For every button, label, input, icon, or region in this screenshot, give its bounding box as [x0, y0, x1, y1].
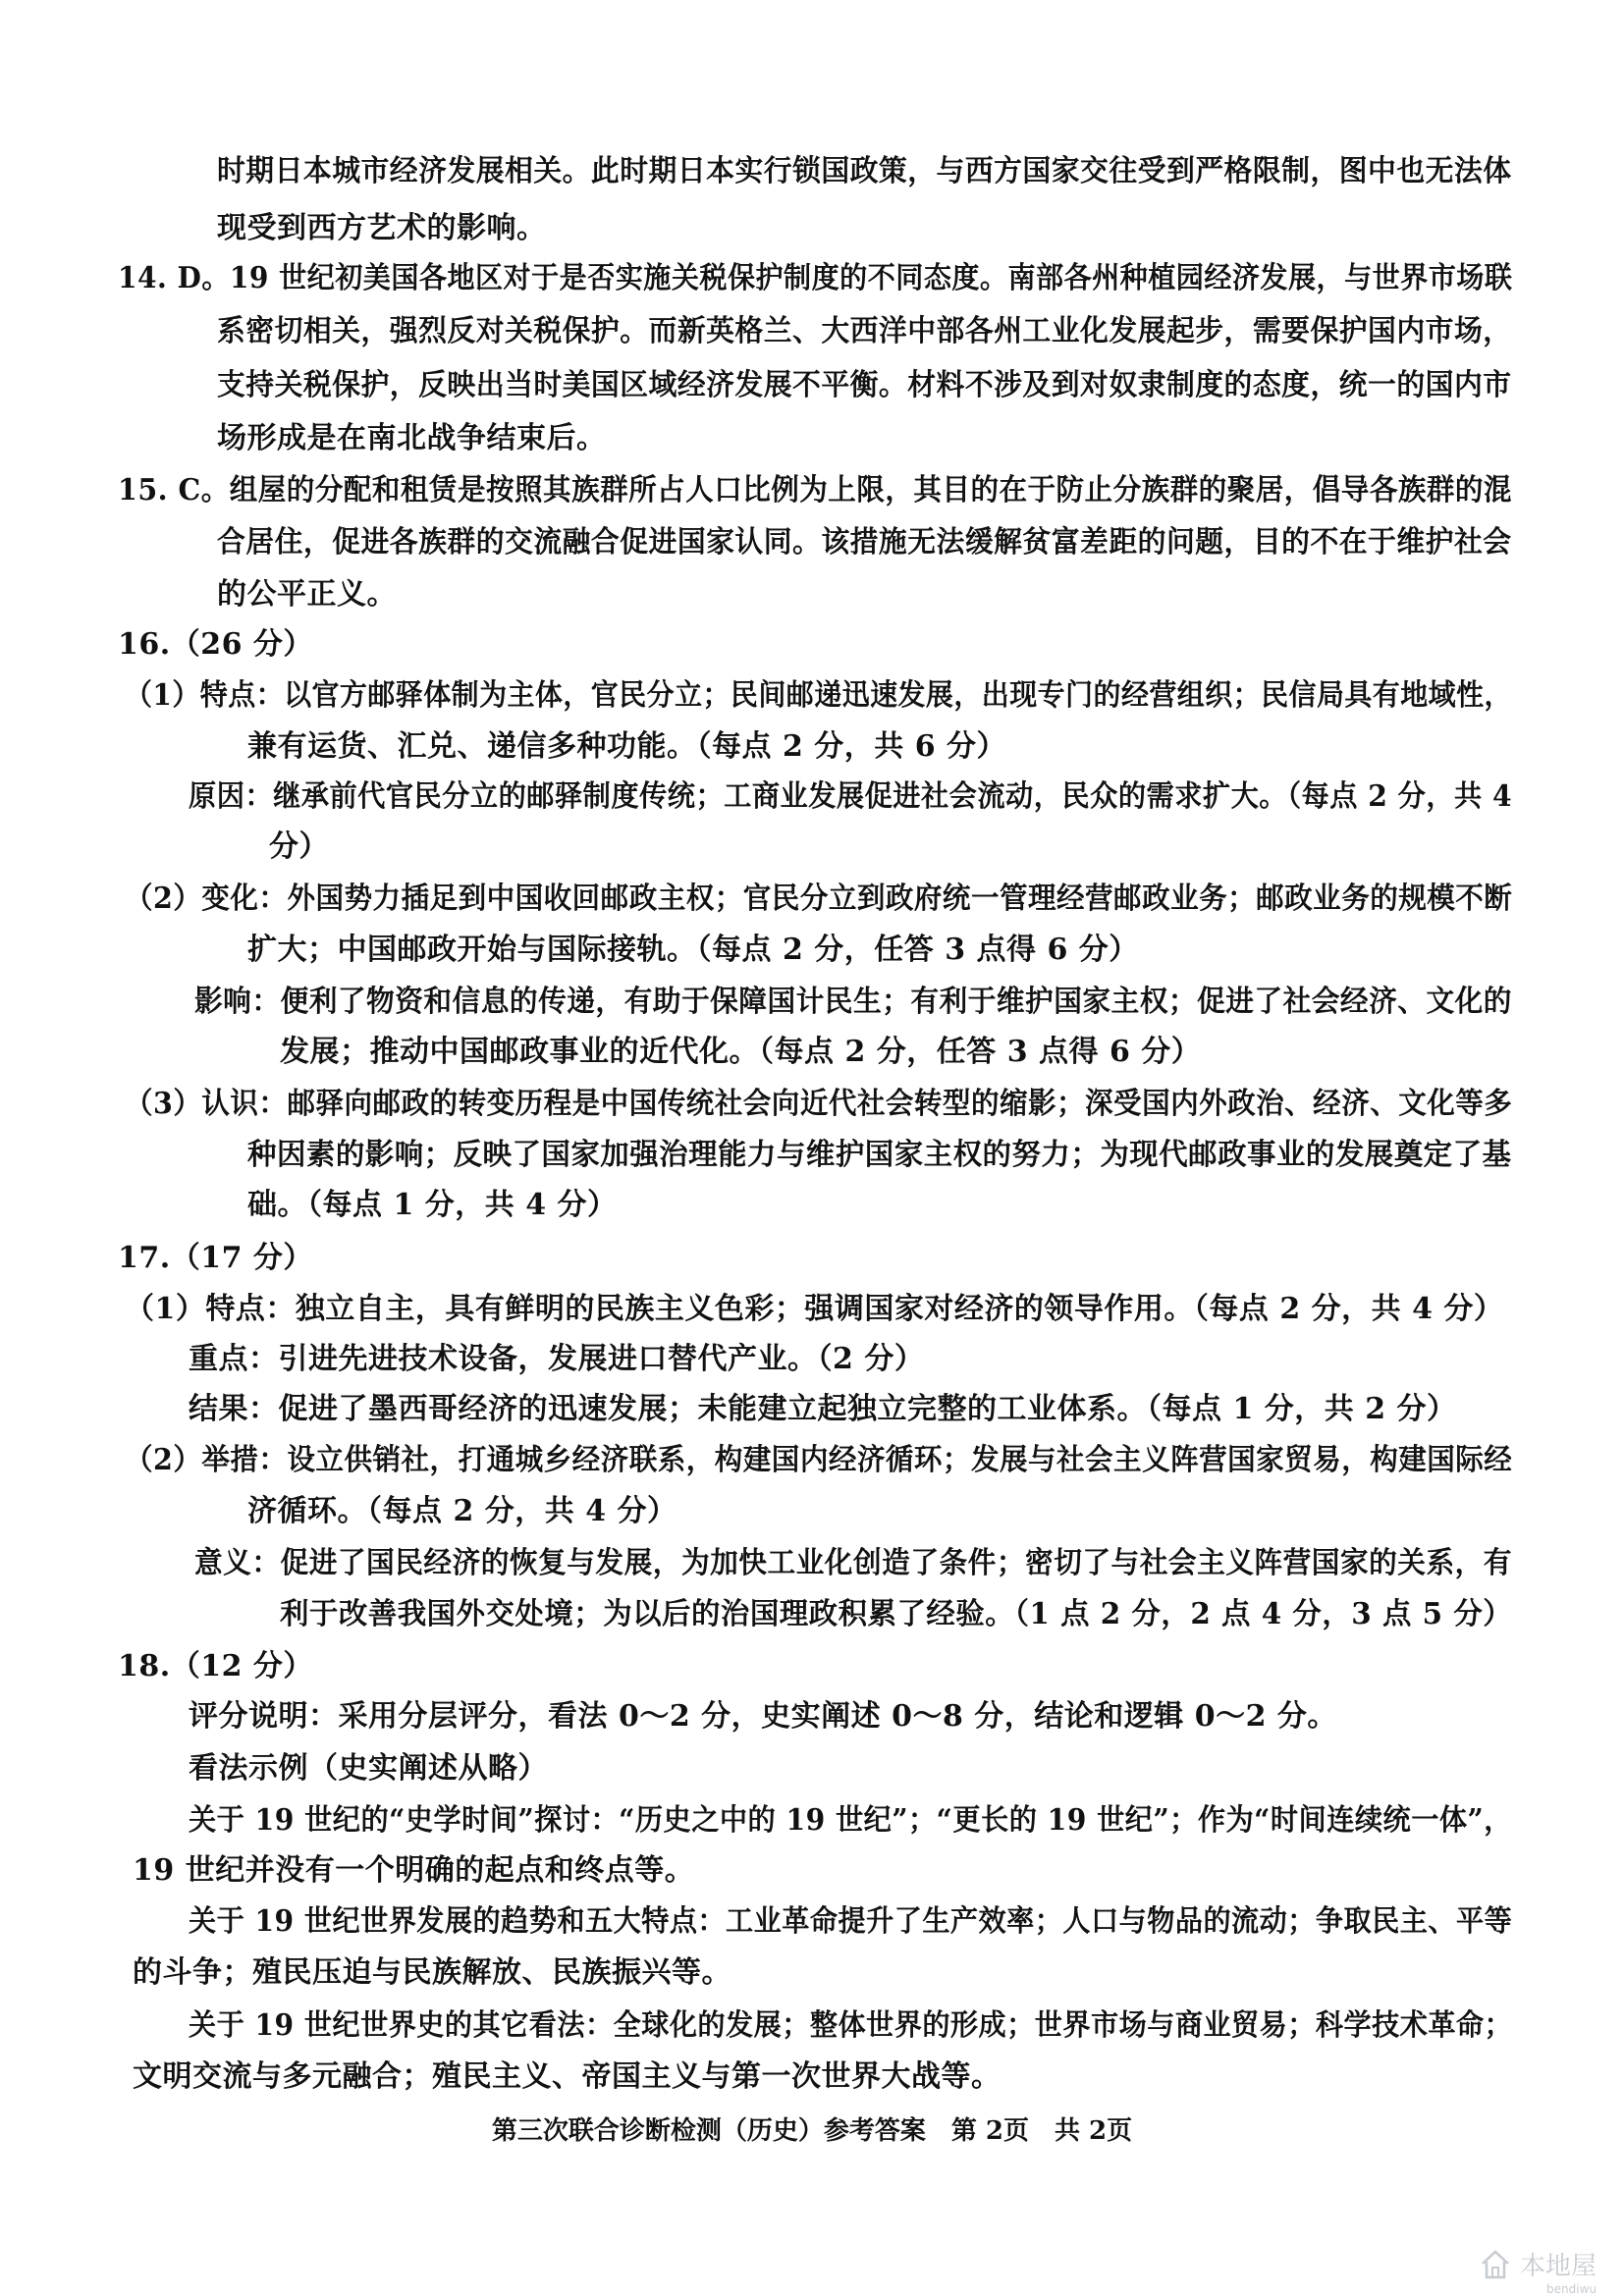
text-line: （2）变化：外国势力插足到中国收回邮政主权；官民分立到政府统一管理经营邮政业务；邮政业务的规模不断 [125, 881, 1513, 916]
text-line: 19 世纪并没有一个明确的起点和终点等。 [133, 1853, 695, 1888]
text-line: 评分说明：采用分层评分，看法 0～2 分，史实阐述 0～8 分，结论和逻辑 0～2 分。 [189, 1699, 1337, 1734]
text-line: 扩大；中国邮政开始与国际接轨。（每点 2 分，任答 3 点得 6 分） [247, 933, 1139, 967]
text-line: 关于 19 世纪的“史学时间”探讨：“历史之中的 19 世纪”；“更长的 19 世纪”；作为“时间连续统一体”， [189, 1803, 1512, 1838]
text-line: 分） [269, 829, 329, 864]
text-line: 的公平正义。 [217, 577, 397, 612]
text-line: （1）特点：以官方邮驿体制为主体，官民分立；民间邮递迅速发展，出现专门的经营组织；民信局具有地域性， [125, 678, 1512, 713]
text-line: 关于 19 世纪世界发展的趋势和五大特点：工业革命提升了生产效率；人口与物品的流动；争取民主、平等 [189, 1904, 1513, 1939]
question-18-heading: 18.（12 分） [118, 1649, 313, 1683]
text-line: 意义：促进了国民经济的恢复与发展，为加快工业化创造了条件；密切了与社会主义阵营国家的关系，有 [194, 1546, 1512, 1580]
watermark-subtext: bendiwu [1546, 2282, 1597, 2296]
text-line: 结果：促进了墨西哥经济的迅速发展；未能建立起独立完整的工业体系。（每点 1 分，共 2 分） [189, 1392, 1457, 1426]
answer-14: 14. D。19 世纪初美国各地区对于是否实施关税保护制度的不同态度。南部各州种植园经济发展，与世界市场联 [118, 261, 1513, 295]
text-line: 济循环。（每点 2 分，共 4 分） [247, 1494, 677, 1528]
question-16-heading: 16.（26 分） [118, 627, 313, 662]
text-line: 现受到西方艺术的影响。 [217, 211, 547, 245]
text-line: （2）举措：设立供销社，打通城乡经济联系，构建国内经济循环；发展与社会主义阵营国家贸易，构建国际经 [125, 1443, 1513, 1477]
text-line: 合居住，促进各族群的交流融合促进国家认同。该措施无法缓解贫富差距的问题，目的不在于维护社会 [217, 525, 1512, 560]
text-line: （1）特点：独立自主，具有鲜明的民族主义色彩；强调国家对经济的领导作用。（每点 2 分，共 4 分） [125, 1292, 1504, 1326]
page-footer: 第三次联合诊断检测（历史）参考答案 第 2页 共 2页 [491, 2116, 1133, 2146]
watermark-logo [1479, 2246, 1597, 2296]
text-line: 原因：继承前代官民分立的邮驿制度传统；工商业发展促进社会流动，民众的需求扩大。（每点 2 分，共 4 [189, 779, 1513, 814]
house-icon [1479, 2248, 1512, 2281]
text-line: 础。（每点 1 分，共 4 分） [247, 1188, 618, 1222]
question-17-heading: 17.（17 分） [118, 1241, 313, 1275]
watermark-text: 本地屋 [1519, 2252, 1597, 2281]
text-line: （3）认识：邮驿向邮政的转变历程是中国传统社会向近代社会转型的缩影；深受国内外政治、经济、文化等多 [125, 1087, 1513, 1121]
text-line: 文明交流与多元融合；殖民主义、帝国主义与第一次世界大战等。 [133, 2059, 1001, 2094]
text-line: 利于改善我国外交处境；为以后的治国理政积累了经验。（1 点 2 分，2 点 4 分，3 点 5 分） [280, 1597, 1513, 1631]
text-line: 重点：引进先进技术设备，发展进口替代产业。（2 分） [189, 1342, 925, 1376]
text-line: 场形成是在南北战争结束后。 [217, 421, 607, 455]
text-line: 兼有运货、汇兑、递信多种功能。（每点 2 分，共 6 分） [247, 729, 1007, 764]
text-line: 种因素的影响；反映了国家加强治理能力与维护国家主权的努力；为现代邮政事业的发展奠定了基 [247, 1138, 1512, 1172]
text-line: 的斗争；殖民压迫与民族解放、民族振兴等。 [133, 1955, 731, 1990]
text-line: 关于 19 世纪世界史的其它看法：全球化的发展；整体世界的形成；世界市场与商业贸易；科学技术革命； [189, 2008, 1513, 2043]
text-line: 支持关税保护，反映出当时美国区域经济发展不平衡。材料不涉及到对奴隶制度的态度，统一的国内市 [217, 368, 1512, 402]
text-line: 看法示例（史实阐述从略） [189, 1751, 548, 1786]
text-line: 时期日本城市经济发展相关。此时期日本实行锁国政策，与西方国家交往受到严格限制，图中也无法体 [217, 154, 1512, 188]
text-line: 系密切相关，强烈反对关税保护。而新英格兰、大西洋中部各州工业化发展起步，需要保护国内市场， [217, 314, 1512, 348]
answer-15: 15. C。组屋的分配和租赁是按照其族群所占人口比例为上限，其目的在于防止分族群的聚居，倡导各族群的混 [118, 473, 1512, 507]
text-line: 影响：便利了物资和信息的传递，有助于保障国计民生；有利于维护国家主权；促进了社会经济、文化的 [194, 985, 1512, 1019]
text-line: 发展；推动中国邮政事业的近代化。（每点 2 分，任答 3 点得 6 分） [280, 1035, 1202, 1069]
